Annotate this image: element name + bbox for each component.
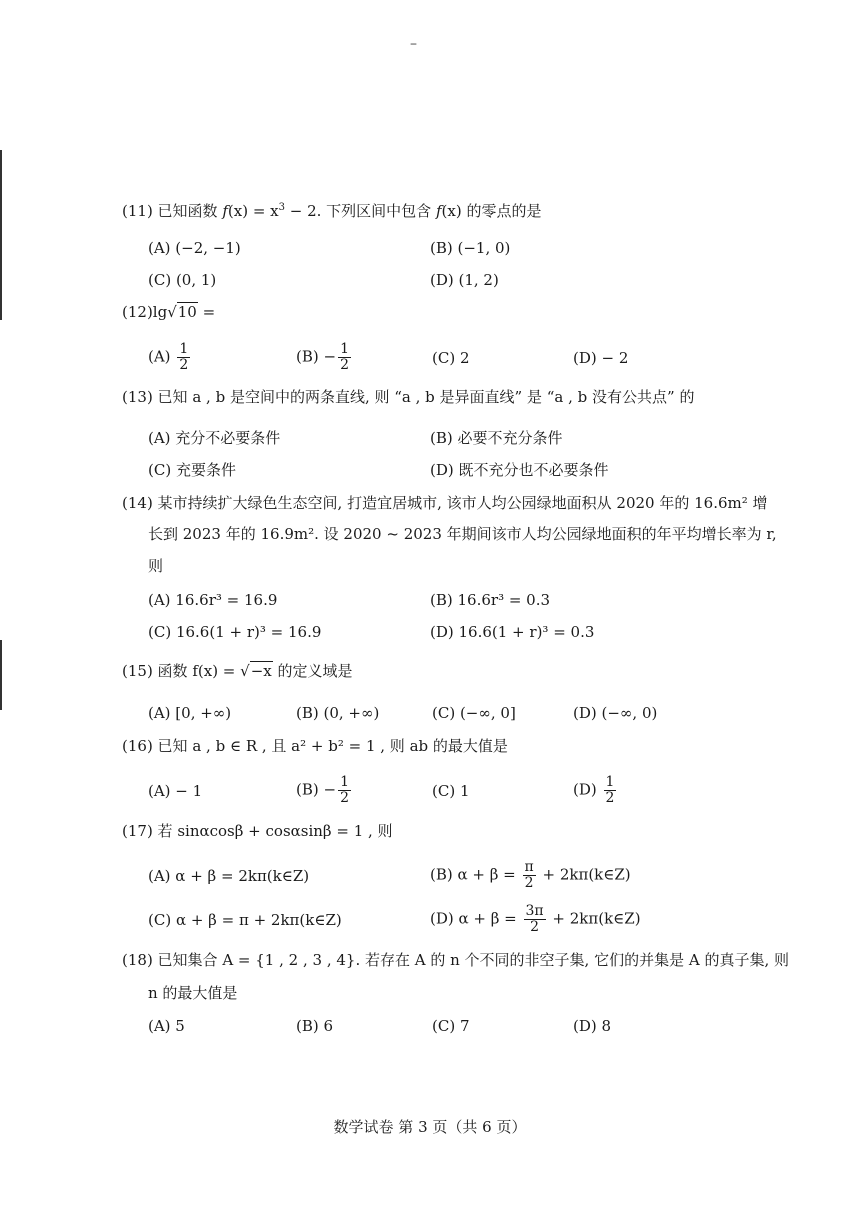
question-12-stem: (12)lg√10 = [122, 303, 216, 321]
question-13-option-d: (D) 既不充分也不必要条件 [430, 461, 609, 479]
question-18-stem-line2: n 的最大值是 [148, 984, 238, 1002]
question-18-option-a: (A) 5 [148, 1017, 185, 1035]
question-12-option-a: (A) $\frac{1}{2}$ [148, 341, 189, 373]
question-18-option-b: (B) 6 [296, 1017, 334, 1035]
question-17-stem: (17) 若 sinαcosβ + cosαsinβ = 1 , 则 [122, 822, 393, 840]
question-15-option-a: (A) [0, +∞) [148, 704, 232, 722]
question-13-option-b: (B) 必要不充分条件 [430, 429, 563, 447]
top-mark: – [410, 36, 417, 52]
question-16-option-b: (B) − $\frac{1}{2}$ [296, 774, 349, 806]
question-16-option-d: (D) $\frac{1}{2}$ [573, 774, 615, 806]
question-11-option-a: (A) (−2, −1) [148, 239, 241, 257]
question-11-option-c: (C) (0, 1) [148, 271, 217, 289]
question-14-stem-line2: 长到 2023 年的 16.9m². 设 2020 ~ 2023 年期间该市人均公园绿地面积的年平均增长率为 r, [148, 525, 777, 543]
question-16-option-a: (A) − 1 [148, 782, 203, 800]
question-15-option-b: (B) (0, +∞) [296, 704, 380, 722]
question-18-option-c: (C) 7 [432, 1017, 470, 1035]
question-16-option-c: (C) 1 [432, 782, 470, 800]
left-edge-line [0, 640, 2, 710]
question-15-option-c: (C) (−∞, 0] [432, 704, 516, 722]
question-17-option-c: (C) α + β = π + 2kπ(k∈Z) [148, 911, 342, 929]
question-11-option-b: (B) (−1, 0) [430, 239, 511, 257]
question-12-option-b: (B) − $\frac{1}{2}$ [296, 341, 349, 373]
question-18-option-d: (D) 8 [573, 1017, 612, 1035]
question-18-stem-line1: (18) 已知集合 A = {1 , 2 , 3 , 4}. 若存在 A 的 n 个不同的非空子集, 它们的并集是 A 的真子集, 则 [122, 951, 789, 969]
question-13-option-c: (C) 充要条件 [148, 461, 236, 479]
question-14-option-c: (C) 16.6(1 + r)³ = 16.9 [148, 623, 322, 641]
question-13-stem: (13) 已知 a , b 是空间中的两条直线, 则 “a , b 是异面直线” 是 “a , b 没有公共点” 的 [122, 388, 695, 406]
question-13-option-a: (A) 充分不必要条件 [148, 429, 281, 447]
question-14-stem-line1: (14) 某市持续扩大绿色生态空间, 打造宜居城市, 该市人均公园绿地面积从 2020 年的 16.6m² 增 [122, 494, 768, 512]
question-15-option-d: (D) (−∞, 0) [573, 704, 658, 722]
left-edge-line [0, 150, 2, 320]
question-15-stem: (15) 函数 f(x) = √−x 的定义域是 [122, 662, 353, 680]
question-11-stem: (11) 已知函数 $f(x) = x^3 - 2$. 下列区间中包含 f(x) 的零点的是 [122, 202, 542, 220]
question-12-option-c: (C) 2 [432, 349, 470, 367]
page-footer: 数学试卷 第 3 页（共 6 页） [333, 1118, 527, 1136]
question-14-stem-line3: 则 [148, 557, 164, 575]
question-14-option-b: (B) 16.6r³ = 0.3 [430, 591, 551, 609]
question-12-option-d: (D) − 2 [573, 349, 629, 367]
question-17-option-b: (B) α + β = $\frac{\pi}{2}$ + 2kπ(k∈Z) [430, 859, 631, 891]
question-14-option-d: (D) 16.6(1 + r)³ = 0.3 [430, 623, 595, 641]
question-17-option-d: (D) α + β = $\frac{3\pi}{2}$ + 2kπ(k∈Z) [430, 903, 641, 935]
question-17-option-a: (A) α + β = 2kπ(k∈Z) [148, 867, 310, 885]
question-14-option-a: (A) 16.6r³ = 16.9 [148, 591, 278, 609]
question-11-option-d: (D) (1, 2) [430, 271, 499, 289]
question-16-stem: (16) 已知 a , b ∈ R , 且 a² + b² = 1 , 则 ab 的最大值是 [122, 737, 508, 755]
